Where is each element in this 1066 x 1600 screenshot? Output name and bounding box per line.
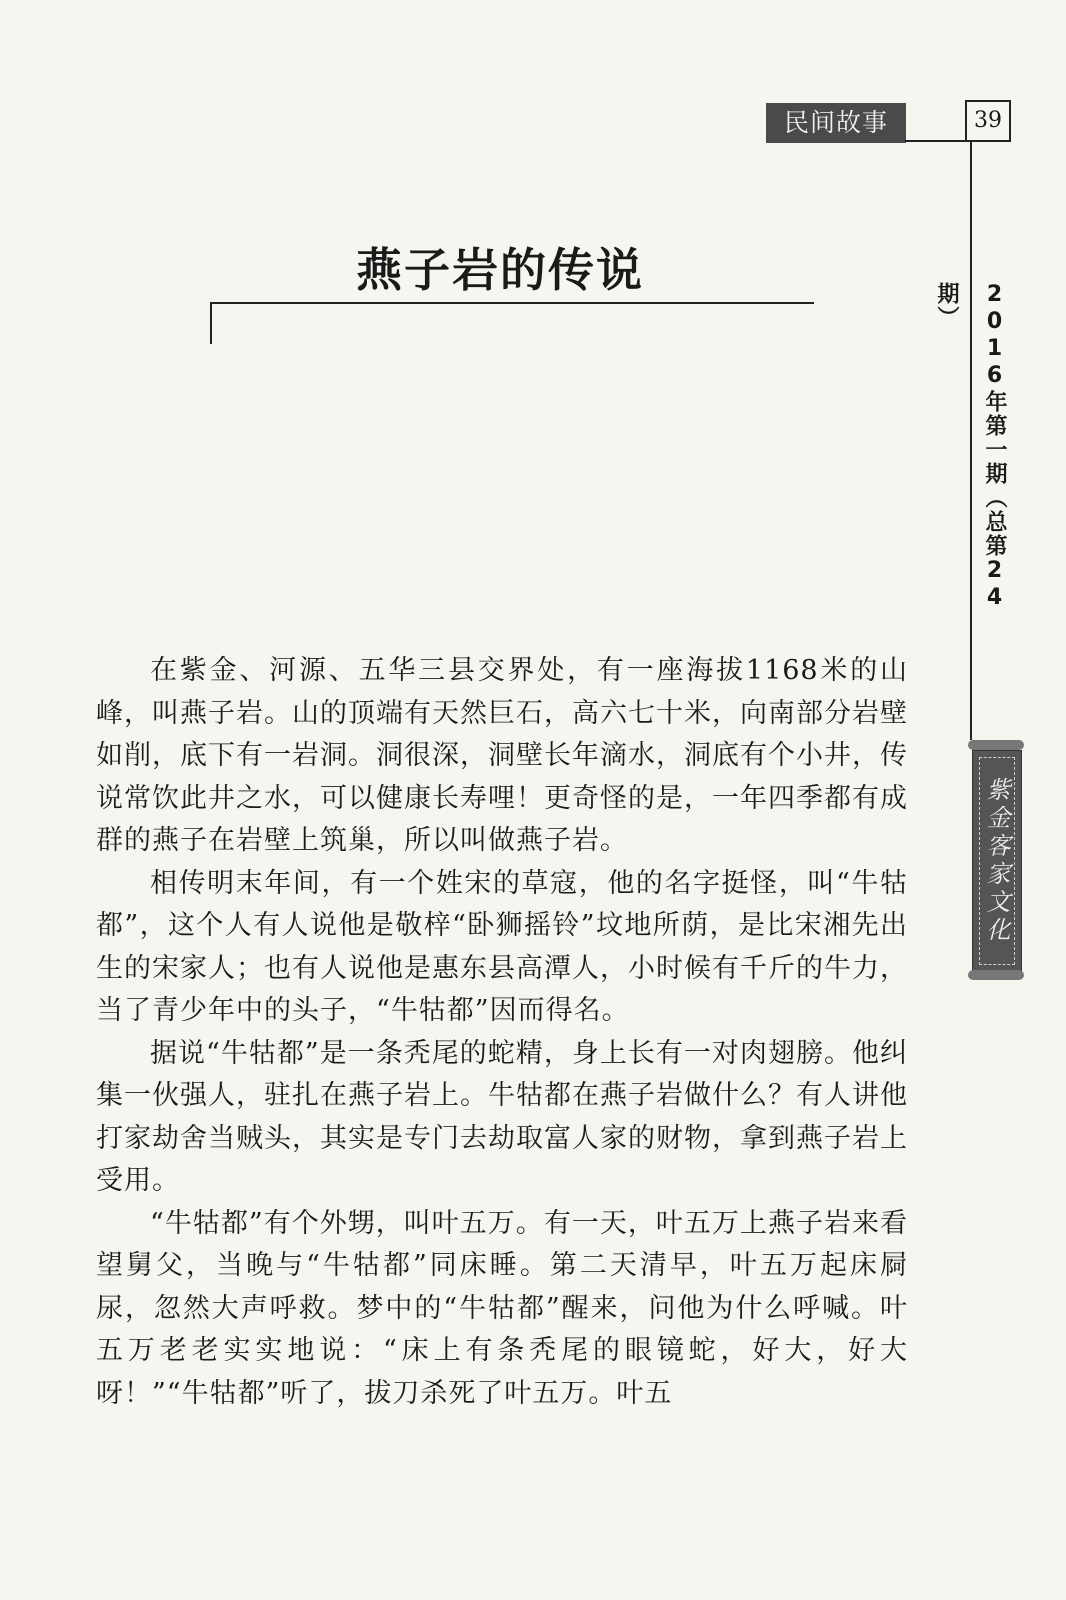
paragraph: 在紫金、河源、五华三县交界处，有一座海拔1168米的山峰，叫燕子岩。山的顶端有天然巨石，高六七十米，向南部分岩壁如削，底下有一岩洞。洞很深，洞壁长年滴水，洞底有个小井，传说常饮此井之水，可以健康长寿哩！更奇怪的是，一年四季都有成群的燕子在岩壁上筑巢，所以叫做燕子岩。 [96, 655, 908, 856]
article-title: 燕子岩的传说 [356, 243, 644, 297]
page-number: 39 [965, 100, 1011, 142]
paragraph: 相传明末年间，有一个姓宋的草寇，他的名字挺怪，叫“牛牯都”，这个人有人说他是敬梓“卧狮摇铃”坟地所荫，是比宋湘先出生的宋家人；也有人说他是惠东县高潭人，小时候有千斤的牛力，当了青少年中的头子，“牛牯都”因而得名。 [96, 867, 908, 1026]
scroll-body [972, 750, 1022, 972]
scroll-top-rod [968, 740, 1024, 750]
issue-info: 2016年第一期（总第24期） [934, 282, 1007, 612]
paragraph: 据说“牛牯都”是一条秃尾的蛇精，身上长有一对肉翅膀。他纠集一伙强人，驻扎在燕子岩上。牛牯都在燕子岩做什么？有人讲他打家劫舍当贼头，其实是专门去劫取富人家的财物，拿到燕子岩上受用。 [96, 1037, 908, 1196]
paragraph: “牛牯都”有个外甥，叫叶五万。有一天，叶五万上燕子岩来看望舅父，当晚与“牛牯都”同床睡。第二天清早，叶五万起床屙尿，忽然大声呼救。梦中的“牛牯都”醒来，问他为什么呼喊。叶五万老老实实地说：“床上有条秃尾的眼镜蛇，好大，好大呀！”“牛牯都”听了，拔刀杀死了叶五万。叶五 [96, 1207, 908, 1409]
scroll-logo [968, 740, 1024, 980]
header-rule [905, 140, 987, 142]
article-body [96, 650, 908, 1415]
section-label: 民间故事 [766, 103, 906, 143]
scroll-bottom-rod [968, 970, 1024, 980]
scroll-calligraphy: 紫金客家文化 [979, 757, 1015, 965]
title-bracket [210, 302, 212, 344]
title-underline [210, 302, 814, 304]
